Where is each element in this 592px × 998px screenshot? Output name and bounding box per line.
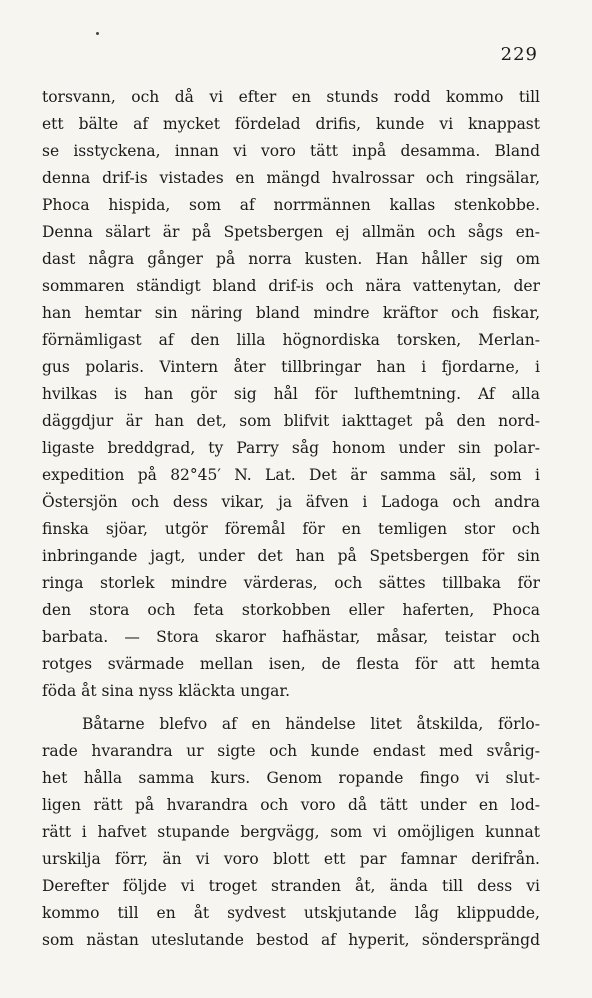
text-line: föda åt sina nyss kläckta ungar. [42,682,291,700]
text-line: Båtarne blefvo af en händelse litet åtskilda, förlo- [82,715,540,733]
page-number: 229 [500,44,538,65]
text-line: som nästan uteslutande bestod af hyperit, söndersprängd [42,931,540,949]
text-line: Denna sälart är på Spetsbergen ej allmän och sågs en- [42,223,540,241]
paragraph-2 [42,711,540,954]
text-line: denna drif-is vistades en mängd hvalrossar och ringsälar, [42,169,540,187]
text-line: Phoca hispida, som af norrmännen kallas stenkobbe. [42,196,540,214]
text-line: rade hvarandra ur sigte och kunde endast med svårig- [42,742,540,760]
text-line: ett bälte af mycket fördelad drifis, kunde vi knappast [42,115,540,133]
body-text [42,84,540,954]
text-line: hvilkas is han gör sig hål för lufthemtning. Af alla [42,385,540,403]
text-line: rotges svärmade mellan isen, de flesta för att hemta [42,655,540,673]
text-line: ringa storlek mindre värderas, och sättes tillbaka för [42,574,540,592]
text-line: rätt i hafvet stupande bergvägg, som vi omöjligen kunnat [42,823,540,841]
paper-speck [96,32,99,35]
text-line: torsvann, och då vi efter en stunds rodd kommo till [42,88,540,106]
text-line: förnämligast af den lilla högnordiska torsken, Merlan- [42,331,540,349]
text-line: se isstyckena, innan vi voro tätt inpå desamma. Bland [42,142,540,160]
text-line: urskilja förr, än vi voro blott ett par famnar derifrån. [42,850,540,868]
text-line: däggdjur är han det, som blifvit iakttaget på den nord- [42,412,540,430]
text-line: dast några gånger på norra kusten. Han håller sig om [42,250,540,268]
text-line: ligen rätt på hvarandra och voro då tätt under en lod- [42,796,540,814]
text-line: barbata. — Stora skaror hafhästar, måsar, teistar och [42,628,540,646]
text-line: het hålla samma kurs. Genom ropande fingo vi slut- [42,769,540,787]
text-line: den stora och feta storkobben eller haferten, Phoca [42,601,540,619]
text-line: kommo till en åt sydvest utskjutande låg klippudde, [42,904,540,922]
text-line: Derefter följde vi troget stranden åt, ända till dess vi [42,877,540,895]
text-line: expedition på 82°45′ N. Lat. Det är samma säl, som i [42,466,540,484]
paragraph-1 [42,84,540,705]
text-line: Östersjön och dess vikar, ja äfven i Ladoga och andra [42,493,540,511]
text-line: han hemtar sin näring bland mindre kräftor och fiskar, [42,304,540,322]
text-line: ligaste breddgrad, ty Parry såg honom under sin polar- [42,439,540,457]
text-line: inbringande jagt, under det han på Spetsbergen för sin [42,547,540,565]
text-line: gus polaris. Vintern åter tillbringar han i fjordarne, i [42,358,540,376]
text-line: finska sjöar, utgör föremål för en temligen stor och [42,520,540,538]
text-line: sommaren ständigt bland drif-is och nära vattenytan, der [42,277,540,295]
